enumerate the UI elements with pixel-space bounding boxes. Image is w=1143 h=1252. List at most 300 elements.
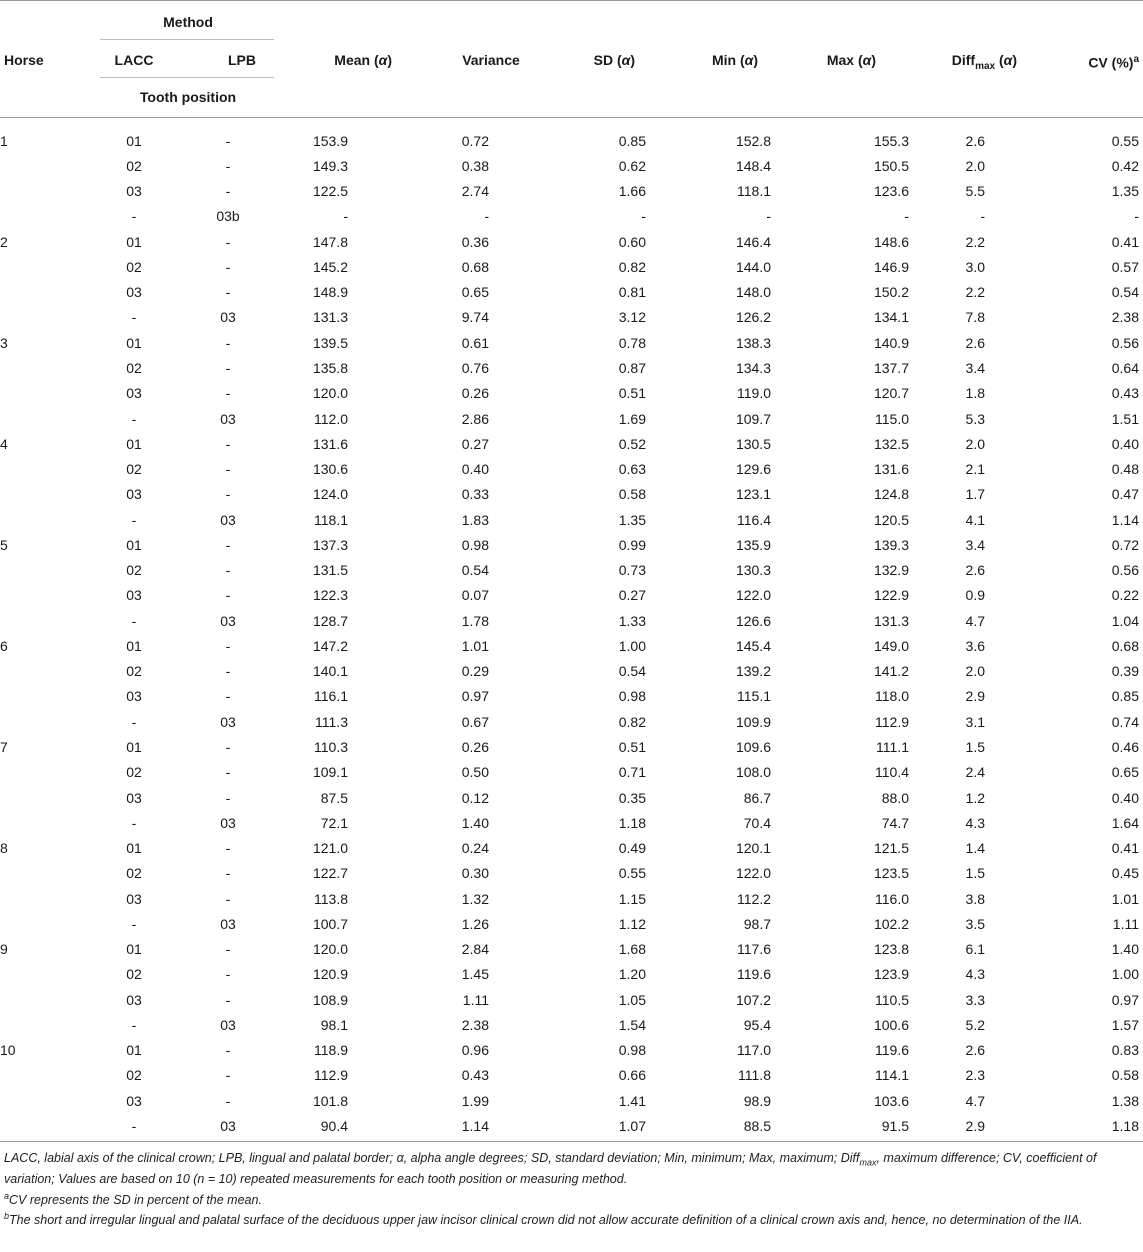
cell-cv: 1.57 [1111,1016,1139,1033]
cell-mean: 145.2 [312,258,348,275]
cell-max: 112.9 [875,713,909,730]
cell-cv: 0.41 [1111,840,1139,857]
cell-lacc: - [131,1117,137,1134]
table-row [0,355,1143,380]
cell-max: 116.0 [875,890,909,907]
cell-lpb: - [225,132,231,149]
cell-lpb: - [225,1042,231,1059]
table-row [0,431,1143,456]
cell-sd: 0.58 [618,486,646,503]
cell-lpb: - [225,1067,231,1084]
cell-max: 148.6 [873,233,909,250]
table-row [0,1113,1143,1138]
cell-diff: 2.9 [965,1117,985,1134]
cell-lacc: 02 [126,562,142,579]
header-horse: Horse [4,52,44,68]
cell-min: 98.7 [743,915,771,932]
cell-sd: 1.33 [618,612,646,629]
cell-lpb: - [225,941,231,958]
cell-lacc: 03 [126,284,142,301]
cell-sd: 1.54 [618,1016,646,1033]
cell-min: 135.9 [735,536,771,553]
cell-sd: 1.18 [618,814,646,831]
cell-sd: 0.54 [618,663,646,680]
footnote-b: $^b$The short and irregular lingual and palatal surface of the deciduous upper jaw incisor clinical crown did not allow accurate definition of a clinical crown axis and, hence, no determination of the IIA. [4,1211,1083,1228]
cell-diff: 3.3 [965,991,985,1008]
cell-cv: 0.54 [1111,284,1139,301]
cell-max: 124.8 [873,486,909,503]
cell-cv: 0.74 [1111,713,1139,730]
cell-sd: 0.63 [618,461,646,478]
cell-lpb: - [225,284,231,301]
cell-max: 103.6 [873,1092,909,1109]
cell-variance: 0.07 [461,587,489,604]
cell-diff: 3.1 [965,713,985,730]
cell-lacc: 02 [126,360,142,377]
cell-variance: 0.26 [461,739,489,755]
cell-mean: 131.5 [312,562,348,579]
cell-horse [0,1113,100,1138]
cell-mean: 148.9 [312,284,348,301]
cell-min: 122.0 [735,587,771,604]
table-row [0,1088,1143,1113]
cell-max: 123.5 [873,865,909,882]
cell-min: 88.5 [743,1117,771,1134]
cell-min: 130.5 [735,435,771,452]
cell-diff: 5.2 [965,1016,985,1033]
cell-sd: 0.66 [618,1067,646,1084]
cell-mean: - [343,208,348,225]
cell-max: 132.5 [873,435,909,452]
cell-lpb: - [225,663,231,680]
cell-min: 70.4 [743,814,771,831]
cell-lacc: 03 [126,890,142,907]
footnote-a: $^a$CV represents the SD in percent of the mean. [4,1190,262,1207]
cell-horse [0,355,100,380]
cell-horse [0,153,100,178]
header-lacc: LACC [114,52,154,68]
table-row [0,886,1143,911]
table-row [0,456,1143,481]
cell-cv: 0.58 [1111,1067,1139,1084]
cell-lacc: - [131,410,137,427]
cell-min: 107.2 [735,991,771,1008]
cell-diff: 3.0 [965,258,985,275]
table-row [0,684,1143,709]
cell-sd: 0.35 [618,789,646,806]
cell-cv: 1.11 [1112,915,1139,932]
cell-lacc: 01 [126,233,142,250]
cell-mean: 100.7 [312,915,348,932]
cell-diff: 4.3 [965,814,985,831]
cell-diff: 2.6 [965,132,985,149]
cell-max: 120.7 [873,385,909,402]
cell-diff: 3.4 [965,360,985,377]
cell-mean: 131.6 [312,435,348,452]
cell-cv: 0.45 [1111,865,1139,882]
cell-variance: 0.50 [461,764,489,781]
cell-sd: 0.51 [618,739,646,755]
cell-cv: 1.35 [1111,183,1139,200]
cell-cv: 1.40 [1111,941,1139,958]
cell-horse: 9 [0,941,8,958]
cell-diff: 3.4 [965,536,985,553]
cell-mean: 111.3 [315,713,348,730]
cell-min: 139.2 [735,663,771,680]
table-row [0,861,1143,886]
cell-cv: 0.85 [1111,688,1139,705]
cell-horse [0,785,100,810]
cell-horse: 1 [0,132,8,149]
table-body [0,128,1143,1139]
cell-max: 131.6 [873,461,909,478]
cell-horse [0,482,100,507]
cell-lacc: - [131,814,137,831]
cell-lacc: 01 [126,435,142,452]
header-lpb: LPB [228,52,256,68]
header-min: Min (α) [711,52,758,68]
cell-horse [0,861,100,886]
cell-horse [0,987,100,1012]
cell-variance: 1.99 [461,1092,489,1109]
cell-lpb: - [225,334,231,351]
cell-diff: 3.6 [965,637,985,654]
cell-lacc: 01 [126,132,142,149]
cell-min: 130.3 [735,562,771,579]
cell-min: 95.4 [743,1016,771,1033]
cell-cv: 0.40 [1111,435,1139,452]
cell-sd: 1.15 [618,890,646,907]
cell-cv: - [1134,208,1139,225]
cell-variance: 1.45 [461,966,489,983]
cell-variance: 0.36 [461,233,489,250]
cell-lpb: - [225,233,231,250]
cell-max: 149.0 [873,637,909,654]
header-method: Method [163,14,213,30]
cell-horse: 2 [0,233,8,250]
cell-lacc: - [131,612,137,629]
cell-min: 120.1 [735,840,771,857]
cell-variance: 0.65 [461,284,489,301]
cell-variance: 0.98 [461,536,489,553]
table-row [0,254,1143,279]
cell-lacc: 03 [126,789,142,806]
cell-max: 137.7 [873,360,909,377]
cell-lpb: - [225,486,231,503]
cell-horse [0,254,100,279]
cell-lpb: 03 [220,309,236,326]
cell-mean: 122.7 [312,865,348,882]
cell-lpb: - [225,435,231,452]
header-tooth-position: Tooth position [139,89,237,105]
table-row [0,810,1143,835]
cell-diff: 2.0 [965,435,985,452]
cell-variance: 0.76 [461,360,489,377]
cell-horse: 4 [0,435,8,452]
cell-lpb: - [225,966,231,983]
cell-cv: 0.43 [1111,385,1139,402]
cell-variance: 0.43 [461,1067,489,1084]
cell-variance: 0.26 [461,385,489,402]
cell-cv: 1.04 [1111,612,1139,629]
cell-mean: 109.1 [312,764,348,781]
cell-variance: 0.54 [461,562,489,579]
cell-mean: 90.4 [320,1117,348,1134]
cell-sd: 1.35 [618,511,646,528]
cell-diff: 2.2 [965,284,985,301]
header-max: Max (α) [826,52,876,68]
cell-max: 102.2 [873,915,909,932]
cell-max: 115.0 [875,410,909,427]
table-row [0,1012,1143,1037]
cell-diff: 2.6 [965,562,985,579]
top-rule [0,0,1143,1]
cell-lpb: - [225,764,231,781]
cell-min: 119.6 [737,966,771,983]
footnote-abbreviations: LACC, labial axis of the clinical crown; LPB, lingual and palatal border; α, alpha angle degrees; SD, standard deviation; Min, minimum; Max, maximum; Diff$_{max}$, maximum difference; CV, coefficient of variation; Values are based on 10 (n = 10) repeated measurements for each tooth position or measuring method. [4,1151,1097,1187]
cell-max: 131.3 [873,612,909,629]
cell-max: - [904,208,909,225]
cell-sd: 0.55 [618,865,646,882]
cell-min: 152.8 [735,132,771,149]
cell-diff: 4.7 [965,1092,985,1109]
table-row [0,1038,1143,1063]
cell-sd: 0.82 [618,713,646,730]
cell-mean: 147.2 [312,637,348,654]
cell-cv: 1.38 [1111,1092,1139,1109]
header-bottom-rule [0,117,1143,118]
table-row [0,633,1143,658]
table-row [0,835,1143,860]
cell-lacc: 03 [126,183,142,200]
cell-min: 111.8 [738,1067,771,1084]
cell-sd: 1.00 [618,637,646,654]
cell-lpb: - [225,637,231,654]
header-mean: Mean (α) [334,52,392,68]
cell-lpb: - [225,739,231,755]
cell-min: 109.9 [735,713,771,730]
cell-diff: 0.9 [965,587,985,604]
cell-sd: 0.52 [618,435,646,452]
cell-min: - [766,208,771,225]
cell-variance: 0.33 [461,486,489,503]
cell-cv: 0.83 [1111,1042,1139,1059]
cell-cv: 1.00 [1111,966,1139,983]
cell-lpb: 03 [220,1117,236,1134]
cell-min: 119.0 [737,385,771,402]
cell-cv: 0.48 [1111,461,1139,478]
cell-sd: 1.41 [618,1092,646,1109]
table-row [0,305,1143,330]
cell-diff: 2.4 [965,764,985,781]
cell-sd: 0.27 [618,587,646,604]
cell-horse [0,280,100,305]
cell-horse [0,659,100,684]
cell-max: 111.1 [876,739,909,755]
cell-mean: 72.1 [320,814,348,831]
cell-diff: 1.4 [965,840,985,857]
cell-variance: 1.78 [461,612,489,629]
cell-cv: 0.56 [1111,334,1139,351]
cell-cv: 0.46 [1111,739,1139,755]
cell-variance: 1.26 [461,915,489,932]
cell-lacc: 01 [126,536,142,553]
header-cv: CV (%)$^a$ [1088,54,1139,71]
header-variance: Variance [462,52,520,68]
cell-mean: 120.0 [312,385,348,402]
table-bottom-rule [0,1141,1143,1142]
cell-min: 109.7 [735,410,771,427]
cell-lacc: - [131,1016,137,1033]
cell-mean: 122.5 [312,183,348,200]
cell-horse [0,1012,100,1037]
cell-sd: 0.71 [618,764,646,781]
cell-diff: 2.9 [965,688,985,705]
cell-lpb: 03 [220,1016,236,1033]
cell-horse: 8 [0,840,8,857]
cell-lacc: 02 [126,1067,142,1084]
cell-cv: 1.64 [1111,814,1139,831]
table-row [0,532,1143,557]
cell-diff: 2.0 [965,157,985,174]
cell-min: 117.0 [737,1042,771,1059]
cell-max: 119.6 [875,1042,909,1059]
cell-min: 126.2 [735,309,771,326]
cell-cv: 0.42 [1111,157,1139,174]
cell-cv: 0.41 [1111,233,1139,250]
cell-lpb: - [225,587,231,604]
table-row [0,406,1143,431]
cell-lpb: 03 [220,410,236,427]
cell-variance: 1.40 [461,814,489,831]
cell-lacc: 02 [126,764,142,781]
cell-horse [0,558,100,583]
cell-lacc: 03 [126,688,142,705]
cell-horse [0,962,100,987]
cell-cv: 1.51 [1111,410,1139,427]
cell-min: 126.6 [735,612,771,629]
cell-horse [0,709,100,734]
footnote-mark: b [231,208,240,225]
cell-sd: 0.82 [618,258,646,275]
cell-min: 108.0 [735,764,771,781]
cell-mean: 120.0 [312,941,348,958]
cell-diff: 4.1 [965,511,985,528]
cell-diff: 4.7 [965,612,985,629]
cell-lpb: 03 [220,814,236,831]
cell-sd: 1.12 [618,915,646,932]
cell-min: 122.0 [735,865,771,882]
cell-horse [0,1063,100,1088]
cell-variance: 1.14 [461,1117,489,1134]
cell-horse [0,886,100,911]
cell-mean: 128.7 [312,612,348,629]
cell-variance: 9.74 [461,309,489,326]
cell-mean: 116.1 [314,688,348,705]
cell-variance: 0.40 [461,461,489,478]
cell-horse [0,1088,100,1113]
cell-sd: 1.07 [618,1117,646,1134]
cell-cv: 0.68 [1111,637,1139,654]
cell-max: 114.1 [875,1067,909,1084]
cell-max: 150.5 [873,157,909,174]
cell-sd: 1.20 [618,966,646,983]
cell-max: 155.3 [873,132,909,149]
cell-mean: 130.6 [312,461,348,478]
cell-variance: 0.27 [461,435,489,452]
cell-max: 132.9 [873,562,909,579]
cell-horse: 7 [0,739,8,755]
cell-lpb: - [225,461,231,478]
cell-mean: 101.8 [312,1092,348,1109]
cell-diff: 3.5 [965,915,985,932]
cell-sd: 0.78 [618,334,646,351]
cell-lacc: 03 [126,587,142,604]
footnotes [4,1150,1140,1229]
cell-max: 110.4 [875,764,909,781]
cell-horse [0,305,100,330]
cell-lpb: - [225,688,231,705]
cell-min: 134.3 [735,360,771,377]
cell-lacc: 03 [126,486,142,503]
cell-min: 98.9 [743,1092,771,1109]
table-row [0,153,1143,178]
cell-lpb: - [225,562,231,579]
cell-min: 115.1 [737,688,771,705]
header-sd: SD (α) [593,52,635,68]
cell-horse [0,381,100,406]
cell-sd: 1.66 [618,183,646,200]
cell-diff: 2.6 [965,1042,985,1059]
cell-max: 88.0 [881,789,909,806]
table-row [0,558,1143,583]
cell-mean: 139.5 [312,334,348,351]
cell-sd: 0.81 [618,284,646,301]
cell-lpb: - [225,183,231,200]
cell-min: 116.4 [737,511,771,528]
cell-cv: 0.64 [1111,360,1139,377]
cell-max: 123.8 [873,941,909,958]
cell-cv: 0.57 [1111,258,1139,275]
cell-mean: 137.3 [312,536,348,553]
cell-diff: 1.7 [965,486,985,503]
cell-mean: 140.1 [312,663,348,680]
cell-lacc: 02 [126,865,142,882]
cell-max: 110.5 [875,991,909,1008]
cell-diff: - [980,208,985,225]
cell-diff: 1.8 [965,385,985,402]
cell-max: 74.7 [881,814,909,831]
cell-max: 100.6 [873,1016,909,1033]
cell-lacc: 01 [126,941,142,958]
cell-lacc: - [131,309,137,326]
table-row [0,507,1143,532]
cell-diff: 2.6 [965,334,985,351]
cell-mean: 112.0 [314,410,348,427]
cell-variance: 0.96 [461,1042,489,1059]
cell-cv: 0.22 [1111,587,1139,604]
cell-lacc: 03 [126,385,142,402]
table-row [0,1063,1143,1088]
cell-max: 140.9 [873,334,909,351]
cell-lacc: 02 [126,966,142,983]
table-row [0,179,1143,204]
cell-lpb: - [225,360,231,377]
cell-mean: 108.9 [312,991,348,1008]
cell-lpb: - [225,157,231,174]
cell-diff: 2.1 [965,461,985,478]
cell-min: 129.6 [735,461,771,478]
